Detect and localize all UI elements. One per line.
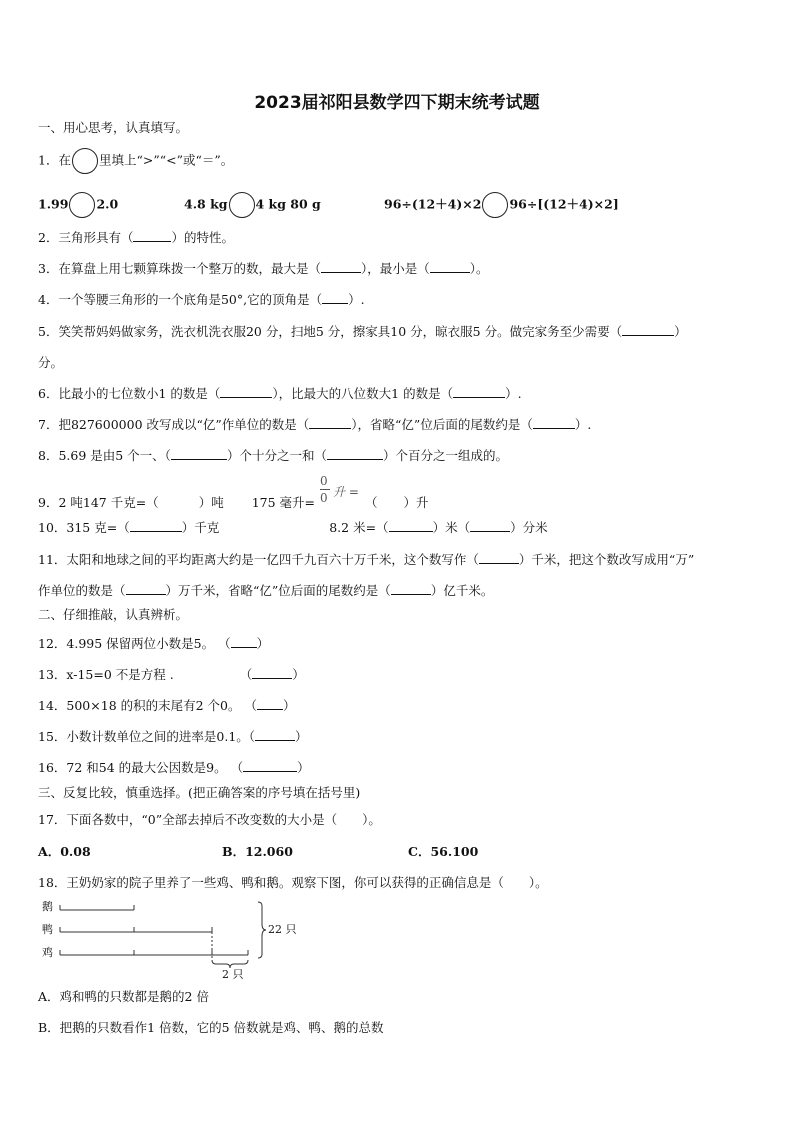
compare-circle[interactable] xyxy=(72,148,98,174)
q17-option-a[interactable]: A．0.08 xyxy=(38,844,91,859)
q7-post: ）. xyxy=(574,417,592,432)
answer-blank[interactable] xyxy=(321,260,361,273)
total-label: 22 只 xyxy=(268,923,297,936)
question-11 xyxy=(38,551,694,569)
q13-post: ） xyxy=(292,667,305,682)
question-2 xyxy=(38,229,234,247)
question-15 xyxy=(38,728,308,746)
question-5-line2: 分。 xyxy=(38,355,64,370)
q11-post: ）千米，把这个数改写成用“万” xyxy=(518,552,695,567)
q18-option-b[interactable]: B．把鹅的只数看作1 倍数，它的5 倍数就是鸡、鸭、鹅的总数 xyxy=(38,1020,384,1035)
answer-blank[interactable] xyxy=(389,519,433,532)
q9-pre: 9．2 吨147 千克=（ xyxy=(38,495,159,510)
q1-item-c xyxy=(384,192,619,218)
q17-option-b[interactable]: B．12.060 xyxy=(222,844,293,859)
answer-blank[interactable] xyxy=(243,759,297,772)
answer-blank[interactable] xyxy=(220,385,272,398)
compare-circle-b[interactable] xyxy=(229,192,255,218)
q7-pre: 7．把827600000 改写成以“亿”作单位的数是（ xyxy=(38,417,310,432)
q1-item-b xyxy=(184,192,321,218)
q2-post: ）的特性。 xyxy=(171,230,234,245)
q1-c-right: 96÷[(12＋4)×2] xyxy=(509,196,619,212)
fraction-denominator: 0 xyxy=(320,491,328,505)
question-13 xyxy=(38,666,305,684)
q2-pre: 2．三角形具有（ xyxy=(38,230,134,245)
q1-pre: 1．在 xyxy=(38,152,71,168)
question-18: 18．王奶奶家的院子里养了一些鸡、鸭和鹅。观察下图，你可以获得的正确信息是（ ）。 xyxy=(38,875,548,890)
q6-post: ）. xyxy=(505,386,522,401)
q8-mid: ）个十分之一和（ xyxy=(226,448,327,463)
label-duck: 鸭 xyxy=(42,923,53,936)
q1-a-right: 2.0 xyxy=(96,196,119,212)
q1-c-left: 96÷(12＋4)×2 xyxy=(384,196,482,212)
answer-blank[interactable] xyxy=(327,447,383,460)
q5-post: ） xyxy=(674,324,687,339)
answer-blank[interactable] xyxy=(309,416,351,429)
question-17: 17．下面各数中，“0”全部去掉后不改变数的大小是（ ）。 xyxy=(38,812,381,827)
question-1 xyxy=(38,148,233,174)
q8-post: ）个百分之一组成的。 xyxy=(382,448,508,463)
q14-post: ） xyxy=(282,698,296,713)
question-14 xyxy=(38,697,296,715)
q3-mid: ），最小是（ xyxy=(360,261,430,276)
question-9 xyxy=(38,494,429,512)
answer-blank[interactable] xyxy=(257,697,283,710)
q11-line2-pre: 作单位的数是（ xyxy=(38,583,126,598)
q15-pre: 15．小数计数单位之间的进率是0.1。（ xyxy=(38,729,256,744)
q15-post: ） xyxy=(295,729,308,744)
diff-brace xyxy=(212,960,248,968)
q16-post: ） xyxy=(297,760,310,775)
question-12 xyxy=(38,635,269,653)
section-2-heading: 二、仔细推敲，认真辨析。 xyxy=(38,607,189,622)
q10-post: ）分米 xyxy=(510,520,548,535)
q12-pre: 12．4.995 保留两位小数是5。 （ xyxy=(38,636,231,651)
answer-blank[interactable] xyxy=(133,229,171,242)
fraction-numerator: 0 xyxy=(320,474,328,488)
question-11-line2 xyxy=(38,582,493,600)
q6-mid: ），比最大的八位数大1 的数是（ xyxy=(272,386,454,401)
answer-blank[interactable] xyxy=(322,291,348,304)
q18-option-a[interactable]: A．鸡和鸭的只数都是鹅的2 倍 xyxy=(38,989,209,1004)
q5-pre: 5．笑笑帮妈妈做家务，洗衣机洗衣服20 分，扫地5 分，擦家具10 分，晾衣服5 分。做完家务至少需要（ xyxy=(38,324,623,339)
q1-b-left: 4.8 kg xyxy=(184,196,228,212)
q9-fraction xyxy=(320,474,330,505)
q17-option-c[interactable]: C．56.100 xyxy=(408,844,479,859)
q1-item-a xyxy=(38,192,118,218)
question-10 xyxy=(38,519,548,537)
answer-blank[interactable] xyxy=(171,447,227,460)
section-1-heading: 一、用心思考，认真填写。 xyxy=(38,120,189,135)
q1-a-left: 1.99 xyxy=(38,196,69,212)
answer-blank[interactable] xyxy=(255,728,295,741)
question-16 xyxy=(38,759,310,777)
diff-label: 2 只 xyxy=(222,968,244,980)
page-title: 2023届祁阳县数学四下期末统考试题 xyxy=(254,93,540,113)
q1-b-right: 4 kg 80 g xyxy=(255,196,321,212)
q9-fraction-unit: 升 = xyxy=(333,485,359,499)
q11-pre: 11．太阳和地球之间的平均距离大约是一亿四千九百六十万千米，这个数写作（ xyxy=(38,552,479,567)
answer-blank[interactable] xyxy=(130,519,182,532)
q3-pre: 3．在算盘上用七颗算珠拨一个整万的数，最大是（ xyxy=(38,261,321,276)
question-3 xyxy=(38,260,489,278)
answer-blank[interactable] xyxy=(391,582,431,595)
answer-blank[interactable] xyxy=(533,416,575,429)
q9-mid2: 175 毫升= xyxy=(251,495,316,510)
answer-blank[interactable] xyxy=(470,519,510,532)
q1-post: 里填上“>”“<”或“＝”。 xyxy=(98,152,234,168)
q10-mid1: ）千克 xyxy=(181,520,220,535)
q10-mid2: 8.2 米=（ xyxy=(329,520,389,535)
q10-mid3: ）米（ xyxy=(432,520,471,535)
compare-circle-c[interactable] xyxy=(482,192,508,218)
section-3-heading: 三、反复比较，慎重选择。(把正确答案的序号填在括号里) xyxy=(38,785,361,800)
answer-blank[interactable] xyxy=(453,385,505,398)
q8-pre: 8．5.69 是由5 个一、（ xyxy=(38,448,171,463)
q13-mid: （ xyxy=(239,667,253,682)
compare-circle-a[interactable] xyxy=(69,192,95,218)
q14-pre: 14．500×18 的积的末尾有2 个0。 （ xyxy=(38,698,257,713)
q9-mid3: （ xyxy=(365,495,378,510)
q6-pre: 6．比最小的七位数小1 的数是（ xyxy=(38,386,221,401)
answer-blank[interactable] xyxy=(430,260,470,273)
q3-post: ）。 xyxy=(469,261,489,276)
label-goose: 鹅 xyxy=(42,900,53,913)
q9-mid1: ）吨 xyxy=(198,495,224,510)
answer-blank[interactable] xyxy=(252,666,292,679)
q12-post: ） xyxy=(256,636,270,651)
question-8 xyxy=(38,447,508,465)
question-6 xyxy=(38,385,522,403)
q4-post: ）. xyxy=(348,292,365,307)
question-5 xyxy=(38,323,687,341)
question-7 xyxy=(38,416,591,434)
q10-pre: 10．315 克=（ xyxy=(38,520,130,535)
q7-mid: ），省略“亿”位后面的尾数约是（ xyxy=(351,417,533,432)
q11-line2-post: ）亿千米。 xyxy=(430,583,494,598)
answer-blank[interactable] xyxy=(622,323,674,336)
q16-pre: 16．72 和54 的最大公因数是9。 （ xyxy=(38,760,244,775)
q4-pre: 4．一个等腰三角形的一个底角是50°,它的顶角是（ xyxy=(38,292,323,307)
q11-line2-mid: ）万千米，省略“亿”位后面的尾数约是（ xyxy=(165,583,391,598)
answer-blank[interactable] xyxy=(479,551,519,564)
question-4 xyxy=(38,291,365,309)
answer-blank[interactable] xyxy=(126,582,166,595)
q13-pre: 13．x-15=0 不是方程 . xyxy=(38,667,174,682)
q9-post: ）升 xyxy=(403,495,429,510)
bar-diagram xyxy=(36,896,306,980)
label-chicken: 鸡 xyxy=(42,946,53,959)
total-brace xyxy=(258,902,266,958)
answer-blank[interactable] xyxy=(231,635,257,648)
